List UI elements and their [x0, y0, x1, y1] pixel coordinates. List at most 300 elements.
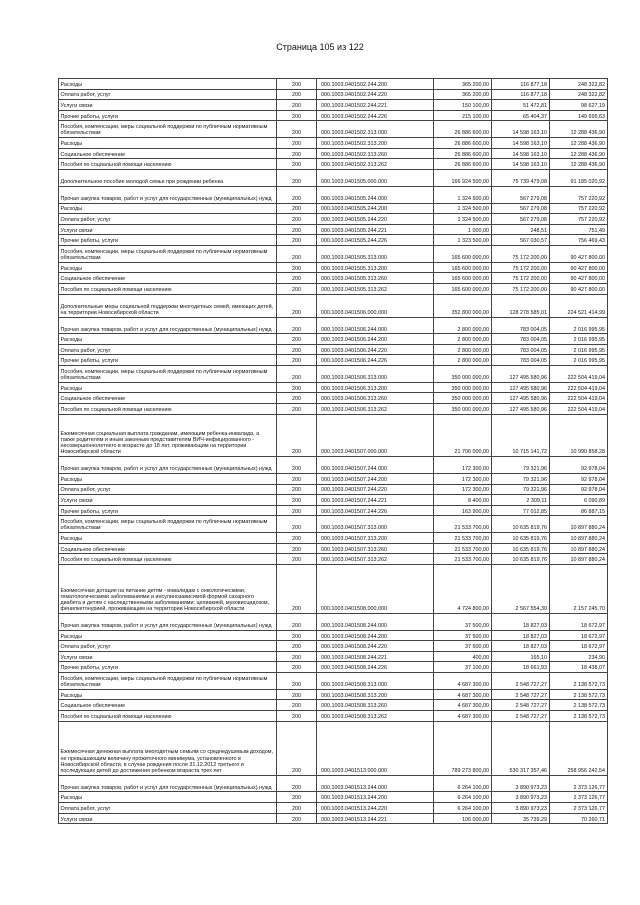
row-exec-cell: 3 890 973,23 [491, 803, 549, 814]
row-rest-cell: 12 288 436,90 [549, 121, 607, 138]
row-grbs-cell: 200 [277, 138, 317, 149]
row-name-cell: Оплата работ, услуг [59, 484, 277, 495]
row-code-cell: 000.1003.0401508.244.226 [317, 662, 434, 673]
row-plan-cell: 165 600 000,00 [433, 283, 491, 294]
table-row [59, 641, 608, 652]
row-name-cell: Пособия, компенсации, меры социальной поддержки по публичным нормативным обязательствам [59, 673, 277, 690]
row-rest-cell: 2 373 126,77 [549, 792, 607, 803]
row-name-cell: Расходы [59, 382, 277, 393]
row-rest-cell: 757 220,92 [549, 186, 607, 203]
row-plan-cell: 2 800 000,00 [433, 344, 491, 355]
row-exec-cell: 18 827,03 [491, 613, 549, 630]
row-code-cell: 000.1003.0401513.244.220 [317, 803, 434, 814]
row-plan-cell: 350 000 000,00 [433, 404, 491, 415]
row-rest-cell: 222 504 419,04 [549, 404, 607, 415]
row-plan-cell: 350 000 000,00 [433, 366, 491, 383]
row-exec-cell: 75 172 200,00 [491, 273, 549, 284]
table-row [59, 245, 608, 262]
table-row [59, 121, 608, 138]
row-grbs-cell: 200 [277, 393, 317, 404]
row-exec-cell: 10 635 819,76 [491, 554, 549, 565]
row-grbs-cell: 200 [277, 414, 317, 457]
row-code-cell: 000.1003.0401507.244.221 [317, 495, 434, 506]
row-grbs-cell: 200 [277, 775, 317, 792]
row-name-cell: Оплата работ, услуг [59, 89, 277, 100]
row-name-cell: Прочие работы, услуги [59, 505, 277, 516]
row-exec-cell: 14 598 163,10 [491, 121, 549, 138]
row-code-cell: 000.1003.0401506.244.000 [317, 317, 434, 334]
row-grbs-cell: 200 [277, 235, 317, 246]
row-code-cell: 000.1003.0401505.244.200 [317, 203, 434, 214]
row-rest-cell: 10 897 880,24 [549, 554, 607, 565]
table-row [59, 651, 608, 662]
row-plan-cell: 150 100,00 [433, 100, 491, 111]
row-exec-cell: 248,51 [491, 224, 549, 235]
row-exec-cell: 14 598 163,10 [491, 138, 549, 149]
row-plan-cell: 352 800 000,00 [433, 294, 491, 317]
row-plan-cell: 1 000,00 [433, 224, 491, 235]
row-name-cell: Расходы [59, 138, 277, 149]
row-name-cell: Расходы [59, 79, 277, 90]
row-plan-cell: 26 886 600,00 [433, 138, 491, 149]
row-exec-cell: 75 739 479,08 [491, 169, 549, 186]
table-row [59, 203, 608, 214]
row-exec-cell: 10 715 141,72 [491, 414, 549, 457]
row-exec-cell: 79 321,96 [491, 457, 549, 474]
row-grbs-cell: 200 [277, 404, 317, 415]
table-row [59, 414, 608, 457]
page-number-label: Страница 105 из 122 [276, 42, 364, 52]
table-row [59, 79, 608, 90]
table-row [59, 235, 608, 246]
table-row [59, 110, 608, 121]
table-row [59, 224, 608, 235]
row-exec-cell: 116 877,18 [491, 79, 549, 90]
row-rest-cell: 757 220,92 [549, 214, 607, 225]
table-row [59, 89, 608, 100]
row-code-cell: 000.1003.0401502.244.226 [317, 110, 434, 121]
row-name-cell: Прочая закупка товаров, работ и услуг для государственных (муниципальных) нужд [59, 613, 277, 630]
row-code-cell: 000.1003.0401508.244.220 [317, 641, 434, 652]
row-code-cell: 000.1003.0401513.000.000 [317, 721, 434, 775]
row-grbs-cell: 200 [277, 186, 317, 203]
table-row [59, 484, 608, 495]
row-rest-cell: 18 672,97 [549, 641, 607, 652]
row-code-cell: 000.1003.0401505.000.000 [317, 169, 434, 186]
table-row [59, 495, 608, 506]
row-grbs-cell: 200 [277, 283, 317, 294]
row-code-cell: 000.1003.0401507.244.220 [317, 484, 434, 495]
row-plan-cell: 2 800 000,00 [433, 334, 491, 345]
row-grbs-cell: 200 [277, 516, 317, 533]
row-rest-cell: 6 090,89 [549, 495, 607, 506]
row-rest-cell: 248 322,82 [549, 89, 607, 100]
row-name-cell: Пособия, компенсации, меры социальной поддержки по публичным нормативным обязательствам [59, 366, 277, 383]
row-code-cell: 000.1003.0401508.313.000 [317, 673, 434, 690]
row-name-cell: Услуги связи [59, 495, 277, 506]
table-row [59, 533, 608, 544]
row-code-cell: 000.1003.0401502.244.200 [317, 79, 434, 90]
row-grbs-cell: 200 [277, 673, 317, 690]
row-name-cell: Социальное обеспечение [59, 543, 277, 554]
row-exec-cell: 127 495 580,96 [491, 366, 549, 383]
row-exec-cell: 2 548 727,27 [491, 673, 549, 690]
row-exec-cell: 18 661,93 [491, 662, 549, 673]
row-plan-cell: 26 886 600,00 [433, 148, 491, 159]
row-plan-cell: 350 000 000,00 [433, 382, 491, 393]
row-name-cell: Прочая закупка товаров, работ и услуг для государственных (муниципальных) нужд [59, 317, 277, 334]
table-row [59, 148, 608, 159]
row-rest-cell: 12 288 436,90 [549, 159, 607, 170]
row-exec-cell: 783 004,05 [491, 317, 549, 334]
row-code-cell: 000.1003.0401506.313.000 [317, 366, 434, 383]
row-plan-cell: 26 886 600,00 [433, 121, 491, 138]
row-code-cell: 000.1003.0401507.000.000 [317, 414, 434, 457]
row-name-cell: Расходы [59, 203, 277, 214]
row-code-cell: 000.1003.0401507.313.260 [317, 543, 434, 554]
row-name-cell: Расходы [59, 689, 277, 700]
row-grbs-cell: 200 [277, 334, 317, 345]
table-row [59, 689, 608, 700]
row-plan-cell: 365 200,00 [433, 79, 491, 90]
row-rest-cell: 92 978,04 [549, 484, 607, 495]
table-row [59, 673, 608, 690]
row-code-cell: 000.1003.0401502.313.262 [317, 159, 434, 170]
row-plan-cell: 365 200,00 [433, 89, 491, 100]
table-row [59, 393, 608, 404]
row-code-cell: 000.1003.0401506.000.000 [317, 294, 434, 317]
row-rest-cell: 2 138 572,73 [549, 673, 607, 690]
row-grbs-cell: 200 [277, 317, 317, 334]
row-grbs-cell: 200 [277, 344, 317, 355]
row-code-cell: 000.1003.0401505.244.000 [317, 186, 434, 203]
row-code-cell: 000.1003.0401513.244.000 [317, 775, 434, 792]
row-plan-cell: 6 264 100,00 [433, 803, 491, 814]
row-rest-cell: 10 897 880,24 [549, 516, 607, 533]
table-row [59, 214, 608, 225]
table-row [59, 505, 608, 516]
row-exec-cell: 2 309,11 [491, 495, 549, 506]
row-grbs-cell: 200 [277, 651, 317, 662]
row-rest-cell: 90 427 800,00 [549, 245, 607, 262]
row-rest-cell: 2 373 126,77 [549, 775, 607, 792]
row-plan-cell: 1 324 500,00 [433, 203, 491, 214]
table-row [59, 662, 608, 673]
row-name-cell: Прочие работы, услуги [59, 662, 277, 673]
row-plan-cell: 350 000 000,00 [433, 393, 491, 404]
table-row [59, 317, 608, 334]
row-name-cell: Услуги связи [59, 224, 277, 235]
row-plan-cell: 172 300,00 [433, 484, 491, 495]
row-grbs-cell: 200 [277, 79, 317, 90]
row-name-cell: Прочие работы, услуги [59, 355, 277, 366]
row-grbs-cell: 200 [277, 700, 317, 711]
row-plan-cell: 21 533 700,00 [433, 554, 491, 565]
row-rest-cell: 757 220,92 [549, 203, 607, 214]
table-row [59, 283, 608, 294]
row-grbs-cell: 200 [277, 203, 317, 214]
row-rest-cell: 2 138 572,73 [549, 689, 607, 700]
row-name-cell: Услуги связи [59, 813, 277, 824]
row-plan-cell: 4 687 300,00 [433, 689, 491, 700]
row-plan-cell: 4 687 300,00 [433, 700, 491, 711]
row-rest-cell: 92 978,04 [549, 457, 607, 474]
row-code-cell: 000.1003.0401507.244.226 [317, 505, 434, 516]
row-code-cell: 000.1003.0401506.313.260 [317, 393, 434, 404]
row-code-cell: 000.1003.0401507.313.262 [317, 554, 434, 565]
budget-execution-table [58, 78, 608, 824]
row-exec-cell: 18 827,03 [491, 641, 549, 652]
row-name-cell: Дополнительные меры социальной поддержки многодетных семей, имеющих детей, на территории Новосибирской области [59, 294, 277, 317]
row-exec-cell: 567 279,08 [491, 203, 549, 214]
row-grbs-cell: 200 [277, 641, 317, 652]
row-exec-cell: 127 495 580,96 [491, 382, 549, 393]
row-exec-cell: 783 004,05 [491, 334, 549, 345]
row-grbs-cell: 200 [277, 89, 317, 100]
row-grbs-cell: 200 [277, 355, 317, 366]
row-rest-cell: 10 897 880,24 [549, 533, 607, 544]
row-rest-cell: 70 260,71 [549, 813, 607, 824]
row-rest-cell: 92 978,04 [549, 473, 607, 484]
row-name-cell: Социальное обеспечение [59, 273, 277, 284]
row-plan-cell: 215 100,00 [433, 110, 491, 121]
row-rest-cell: 90 427 800,00 [549, 273, 607, 284]
row-rest-cell: 258 956 242,54 [549, 721, 607, 775]
row-code-cell: 000.1003.0401505.313.200 [317, 262, 434, 273]
row-name-cell: Услуги связи [59, 100, 277, 111]
row-name-cell: Расходы [59, 792, 277, 803]
row-grbs-cell: 200 [277, 564, 317, 613]
row-name-cell: Прочая закупка товаров, работ и услуг для государственных (муниципальных) нужд [59, 457, 277, 474]
row-name-cell: Прочая закупка товаров, работ и услуг для государственных (муниципальных) нужд [59, 186, 277, 203]
table-row [59, 169, 608, 186]
row-plan-cell: 37 500,00 [433, 613, 491, 630]
row-rest-cell: 18 672,97 [549, 613, 607, 630]
row-rest-cell: 2 016 995,95 [549, 334, 607, 345]
row-rest-cell: 18 438,07 [549, 662, 607, 673]
row-plan-cell: 106 000,00 [433, 813, 491, 824]
row-rest-cell: 91 185 020,92 [549, 169, 607, 186]
table-row [59, 262, 608, 273]
row-exec-cell: 2 567 554,30 [491, 564, 549, 613]
row-code-cell: 000.1003.0401505.244.221 [317, 224, 434, 235]
row-exec-cell: 77 012,85 [491, 505, 549, 516]
row-code-cell: 000.1003.0401508.313.260 [317, 700, 434, 711]
row-code-cell: 000.1003.0401506.313.262 [317, 404, 434, 415]
row-name-cell: Пособия по социальной помощи населению [59, 554, 277, 565]
row-grbs-cell: 200 [277, 382, 317, 393]
budget-table-container [58, 78, 605, 824]
row-exec-cell: 530 317 357,46 [491, 721, 549, 775]
row-grbs-cell: 200 [277, 813, 317, 824]
row-plan-cell: 21 533 700,00 [433, 516, 491, 533]
row-grbs-cell: 200 [277, 159, 317, 170]
table-row [59, 100, 608, 111]
row-code-cell: 000.1003.0401506.313.200 [317, 382, 434, 393]
table-row [59, 186, 608, 203]
row-grbs-cell: 200 [277, 689, 317, 700]
row-name-cell: Расходы [59, 630, 277, 641]
row-plan-cell: 4 687 300,00 [433, 711, 491, 722]
row-code-cell: 000.1003.0401506.244.226 [317, 355, 434, 366]
row-exec-cell: 783 004,05 [491, 344, 549, 355]
row-exec-cell: 3 890 973,23 [491, 792, 549, 803]
row-rest-cell: 2 138 572,73 [549, 700, 607, 711]
table-row [59, 159, 608, 170]
row-rest-cell: 222 504 419,04 [549, 366, 607, 383]
row-exec-cell: 567 279,08 [491, 214, 549, 225]
row-grbs-cell: 200 [277, 262, 317, 273]
row-exec-cell: 75 172 200,00 [491, 283, 549, 294]
table-row [59, 613, 608, 630]
row-exec-cell: 51 472,81 [491, 100, 549, 111]
row-rest-cell: 2 373 126,77 [549, 803, 607, 814]
row-code-cell: 000.1003.0401508.244.221 [317, 651, 434, 662]
row-exec-cell: 75 172 200,00 [491, 262, 549, 273]
row-plan-cell: 21 533 700,00 [433, 543, 491, 554]
row-code-cell: 000.1003.0401508.313.262 [317, 711, 434, 722]
row-exec-cell: 2 548 727,27 [491, 700, 549, 711]
row-rest-cell: 10 897 880,24 [549, 543, 607, 554]
row-name-cell: Расходы [59, 533, 277, 544]
row-name-cell: Услуги связи [59, 651, 277, 662]
row-exec-cell: 10 635 819,76 [491, 516, 549, 533]
row-exec-cell: 2 548 727,27 [491, 689, 549, 700]
row-name-cell: Расходы [59, 334, 277, 345]
row-grbs-cell: 200 [277, 214, 317, 225]
row-rest-cell: 234,90 [549, 651, 607, 662]
row-exec-cell: 567 030,57 [491, 235, 549, 246]
row-grbs-cell: 200 [277, 100, 317, 111]
row-rest-cell: 12 288 436,90 [549, 148, 607, 159]
row-grbs-cell: 200 [277, 495, 317, 506]
row-grbs-cell: 200 [277, 484, 317, 495]
table-row [59, 803, 608, 814]
row-code-cell: 000.1003.0401506.244.200 [317, 334, 434, 345]
row-plan-cell: 4 724 800,00 [433, 564, 491, 613]
table-row [59, 457, 608, 474]
row-exec-cell: 79 321,96 [491, 484, 549, 495]
row-grbs-cell: 200 [277, 505, 317, 516]
row-exec-cell: 14 598 163,10 [491, 148, 549, 159]
row-grbs-cell: 200 [277, 294, 317, 317]
row-grbs-cell: 200 [277, 148, 317, 159]
row-exec-cell: 3 890 973,23 [491, 775, 549, 792]
row-exec-cell: 116 877,18 [491, 89, 549, 100]
row-plan-cell: 165 600 000,00 [433, 273, 491, 284]
row-name-cell: Пособия, компенсации, меры социальной поддержки по публичным нормативным обязательствам [59, 245, 277, 262]
row-code-cell: 000.1003.0401505.244.220 [317, 214, 434, 225]
row-name-cell: Оплата работ, услуг [59, 344, 277, 355]
row-name-cell: Прочая закупка товаров, работ и услуг для государственных (муниципальных) нужд [59, 775, 277, 792]
row-rest-cell: 2 016 995,95 [549, 355, 607, 366]
table-row [59, 775, 608, 792]
row-exec-cell: 35 739,29 [491, 813, 549, 824]
table-row [59, 404, 608, 415]
row-name-cell: Прочие работы, услуги [59, 235, 277, 246]
row-grbs-cell: 200 [277, 169, 317, 186]
row-plan-cell: 1 324 500,00 [433, 186, 491, 203]
row-grbs-cell: 200 [277, 792, 317, 803]
table-row [59, 700, 608, 711]
row-exec-cell: 165,10 [491, 651, 549, 662]
row-code-cell: 000.1003.0401507.313.200 [317, 533, 434, 544]
table-row [59, 382, 608, 393]
row-exec-cell: 65 404,37 [491, 110, 549, 121]
row-rest-cell: 12 288 436,90 [549, 138, 607, 149]
row-name-cell: Пособия по социальной помощи населению [59, 404, 277, 415]
row-grbs-cell: 200 [277, 273, 317, 284]
row-plan-cell: 172 300,00 [433, 473, 491, 484]
table-row [59, 294, 608, 317]
table-row [59, 564, 608, 613]
row-code-cell: 000.1003.0401502.244.221 [317, 100, 434, 111]
row-plan-cell: 6 264 100,00 [433, 792, 491, 803]
row-rest-cell: 2 138 572,73 [549, 711, 607, 722]
row-grbs-cell: 200 [277, 613, 317, 630]
row-name-cell: Пособия по социальной помощи населению [59, 159, 277, 170]
row-grbs-cell: 200 [277, 543, 317, 554]
row-code-cell: 000.1003.0401507.244.000 [317, 457, 434, 474]
row-grbs-cell: 200 [277, 110, 317, 121]
row-exec-cell: 10 635 819,76 [491, 533, 549, 544]
row-code-cell: 000.1003.0401505.313.260 [317, 273, 434, 284]
budget-table-body [59, 79, 608, 824]
row-code-cell: 000.1003.0401507.244.200 [317, 473, 434, 484]
row-rest-cell: 2 016 995,95 [549, 344, 607, 355]
row-grbs-cell: 200 [277, 533, 317, 544]
row-plan-cell: 21 706 000,00 [433, 414, 491, 457]
row-name-cell: Прочие работы, услуги [59, 110, 277, 121]
table-row [59, 792, 608, 803]
row-name-cell: Социальное обеспечение [59, 393, 277, 404]
row-rest-cell: 149 695,63 [549, 110, 607, 121]
row-code-cell: 000.1003.0401507.313.000 [317, 516, 434, 533]
row-rest-cell: 248 322,82 [549, 79, 607, 90]
row-plan-cell: 8 400,00 [433, 495, 491, 506]
row-rest-cell: 90 427 800,00 [549, 262, 607, 273]
row-code-cell: 000.1003.0401508.000.000 [317, 564, 434, 613]
table-row [59, 543, 608, 554]
row-name-cell: Расходы [59, 473, 277, 484]
row-plan-cell: 1 323 500,00 [433, 235, 491, 246]
row-name-cell: Расходы [59, 262, 277, 273]
row-rest-cell: 98 627,19 [549, 100, 607, 111]
row-name-cell: Оплата работ, услуг [59, 214, 277, 225]
row-plan-cell: 37 500,00 [433, 630, 491, 641]
row-rest-cell: 10 990 858,28 [549, 414, 607, 457]
row-code-cell: 000.1003.0401505.313.262 [317, 283, 434, 294]
row-name-cell: Ежемесячная дотация на питание детям - инвалидам с онкологическими, гематологическими заболеваниями и инсулинозависимой формой сахарного диабета и детям с наследственными заболеваниями: целиакией, муковисцидозом, фенилкетонурией, проживающим на территории Новосибирской области [59, 564, 277, 613]
row-name-cell: Пособия, компенсации, меры социальной поддержки по публичным нормативным обязательствам [59, 121, 277, 138]
table-row [59, 813, 608, 824]
row-exec-cell: 783 004,05 [491, 355, 549, 366]
row-name-cell: Пособия, компенсации, меры социальной поддержки по публичным нормативным обязательствам [59, 516, 277, 533]
row-rest-cell: 2 016 995,95 [549, 317, 607, 334]
row-grbs-cell: 200 [277, 711, 317, 722]
row-plan-cell: 2 800 000,00 [433, 317, 491, 334]
row-rest-cell: 222 504 419,04 [549, 382, 607, 393]
row-rest-cell: 756 469,43 [549, 235, 607, 246]
row-plan-cell: 165 600 000,00 [433, 245, 491, 262]
row-grbs-cell: 200 [277, 366, 317, 383]
table-row [59, 138, 608, 149]
row-plan-cell: 163 900,00 [433, 505, 491, 516]
row-exec-cell: 75 172 200,00 [491, 245, 549, 262]
table-row [59, 273, 608, 284]
row-name-cell: Социальное обеспечение [59, 148, 277, 159]
row-exec-cell: 18 827,03 [491, 630, 549, 641]
